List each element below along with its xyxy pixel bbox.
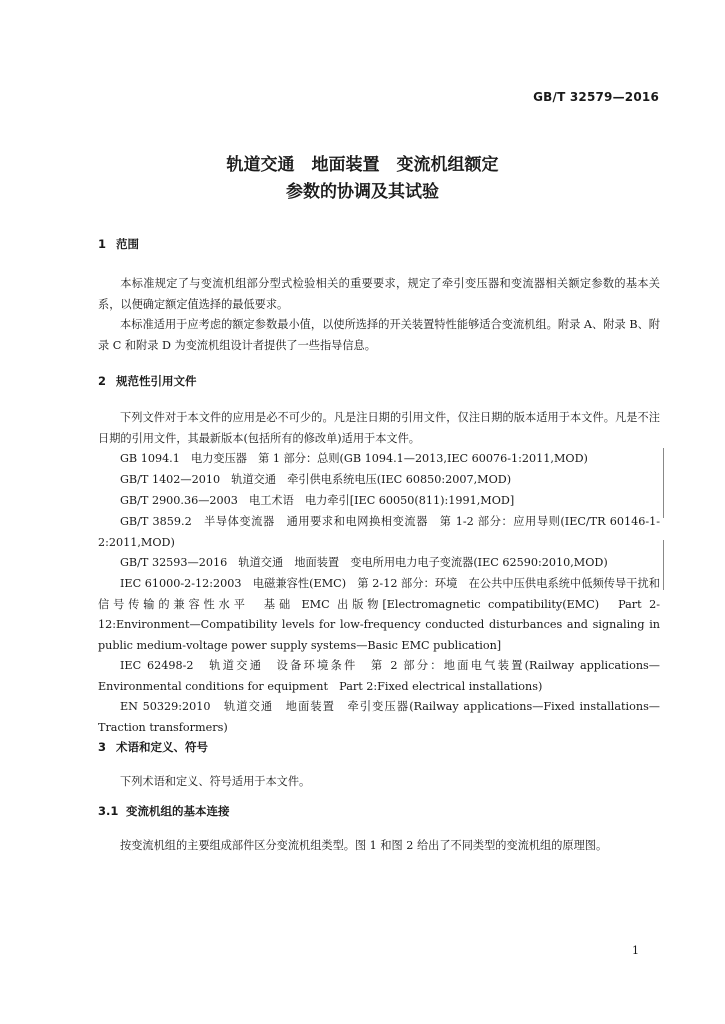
section-1-paragraph-2 [98,315,660,356]
section-title: 规范性引用文件 [116,374,197,388]
reference-item [98,553,660,574]
document-title-line1: 轨道交通 地面装置 变流机组额定 [226,155,499,175]
section-title: 范围 [116,237,139,251]
reference-text: GB/T 32593—2016 轨道交通 地面装置 变电所用电力电子变流器(IEC 62590:2010,MOD) [120,556,608,569]
reference-text: IEC 62498-2 轨道交通 设备环境条件 第 2 部分：地面电气装置(Railway applications—Environmental conditions for equipment Part 2:Fixed electrical installations) [98,659,660,693]
paragraph-text: 下列文件对于本文件的应用是必不可少的。凡是注日期的引用文件，仅注日期的版本适用于本文件。凡是不注日期的引用文件，其最新版本(包括所有的修改单)适用于本文件。 [98,411,660,445]
section-1-paragraph-1 [98,274,660,315]
subsection-3-1-heading [98,803,230,819]
reference-text: IEC 61000-2-12:2003 电磁兼容性(EMC) 第 2-12 部分：环境 在公共中压供电系统中低频传导干扰和信号传输的兼容性水平 基础 EMC 出版物[Electromagnetic compatibility(EMC) Part 2-12:Environment—Compatibility levels for low-frequency conducted disturbances and signaling in public medium-voltage power supply systems—Basic EMC publication] [98,577,660,652]
reference-text: GB/T 2900.36—2003 电工术语 电力牵引[IEC 60050(811):1991,MOD] [120,494,515,507]
subsection-3-1-paragraph [98,836,660,857]
reference-item [98,449,660,470]
margin-rule [663,448,664,518]
reference-text: GB 1094.1 电力变压器 第 1 部分：总则(GB 1094.1—2013,IEC 60076-1:2011,MOD) [120,452,588,465]
reference-item [98,470,660,491]
margin-rule [663,540,664,590]
paragraph-text: 本标准适用于应考虑的额定参数最小值，以使所选择的开关装置特性能够适合变流机组。附录 A、附录 B、附录 C 和附录 D 为变流机组设计者提供了一些指导信息。 [98,318,660,352]
section-2-intro [98,408,660,449]
section-2-heading [98,373,197,389]
paragraph-text: 下列术语和定义、符号适用于本文件。 [120,775,311,788]
section-title: 术语和定义、符号 [116,740,208,754]
reference-text: GB/T 1402—2010 轨道交通 牵引供电系统电压(IEC 60850:2007,MOD) [120,473,512,486]
reference-item [98,656,660,697]
paragraph-text: 按变流机组的主要组成部件区分变流机组类型。图 1 和图 2 给出了不同类型的变流机组的原理图。 [120,839,608,852]
reference-item [98,574,660,656]
section-number: 1 [98,237,107,251]
subsection-number: 3.1 [98,804,119,818]
section-3-intro [98,772,660,793]
document-title-line2: 参数的协调及其试验 [286,182,439,202]
paragraph-text: 本标准规定了与变流机组部分型式检验相关的重要要求，规定了牵引变压器和变流器相关额定参数的基本关系，以便确定额定值选择的最低要求。 [98,277,660,311]
reference-text: GB/T 3859.2 半导体变流器 通用要求和电网换相变流器 第 1-2 部分：应用导则(IEC/TR 60146-1-2:2011,MOD) [98,515,660,549]
reference-text: EN 50329:2010 轨道交通 地面装置 牵引变压器(Railway applications—Fixed installations—Traction transformers) [98,700,660,734]
section-3-heading [98,739,208,755]
section-number: 3 [98,740,107,754]
reference-item [98,697,660,738]
reference-item [98,512,660,553]
section-1-heading [98,236,139,252]
section-number: 2 [98,374,107,388]
reference-item [98,491,660,512]
subsection-title: 变流机组的基本连接 [126,804,230,818]
page-number: 1 [632,944,639,957]
standard-number: GB/T 32579—2016 [533,90,659,104]
